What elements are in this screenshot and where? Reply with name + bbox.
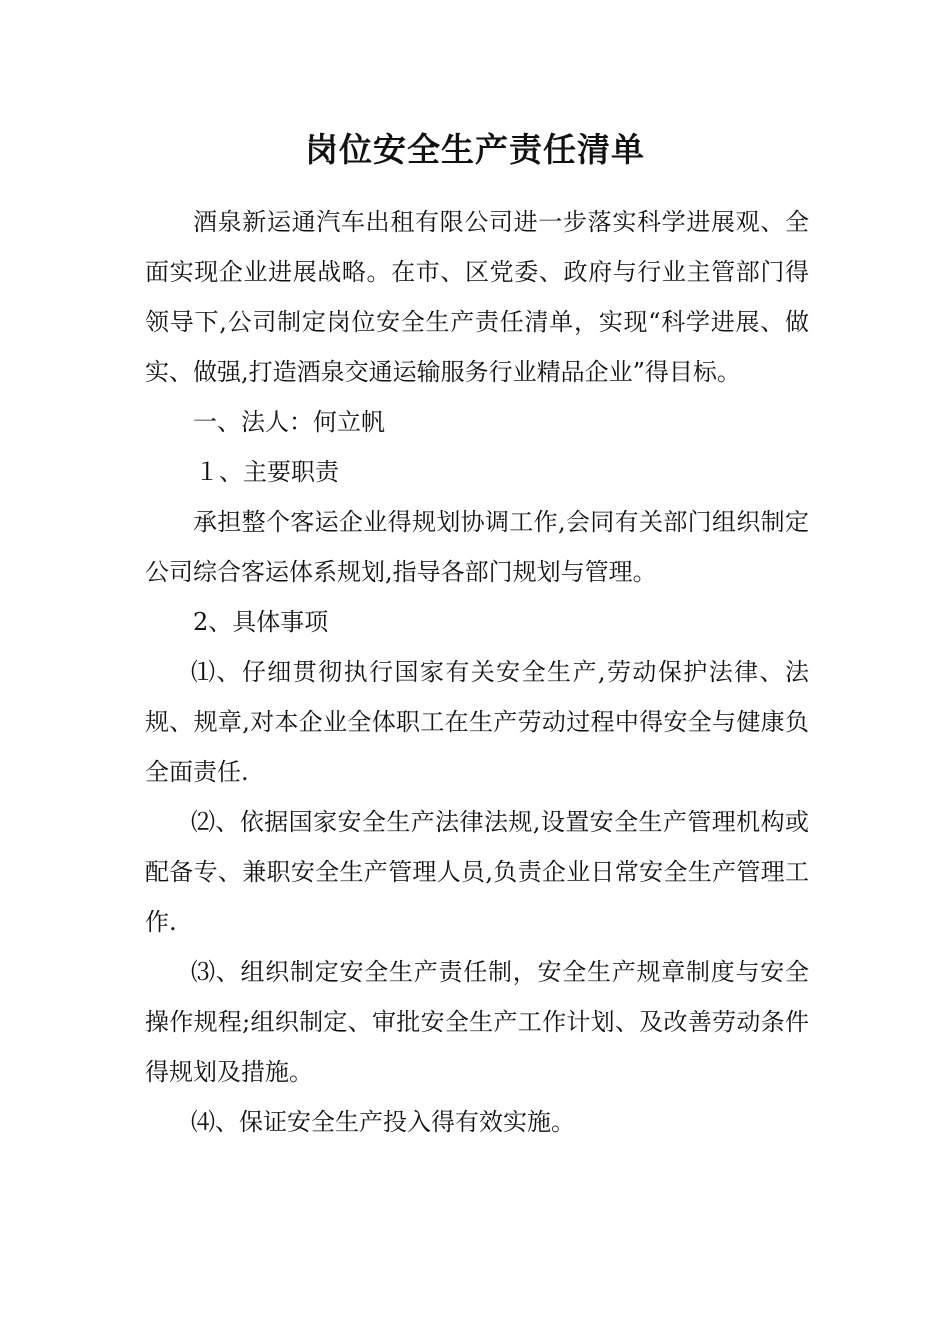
- item-4-paragraph: ⑷、保证安全生产投入得有效实施。: [191, 1108, 575, 1136]
- document-title: 岗位安全生产责任清单: [305, 130, 645, 169]
- item-1-paragraph: ⑴、仔细贯彻执行国家有关安全生产,劳动保护法律、法规、规章,对本企业全体职工在生产劳动过程中得安全与健康负全面责任.: [145, 658, 809, 786]
- intro-paragraph: 酒泉新运通汽车出租有限公司进一步落实科学进展观、全面实现企业进展战略。在市、区党委、政府与行业主管部门得领导下,公司制定岗位安全生产责任清单，实现“科学进展、做实、做强,打造酒泉交通运输服务行业精品企业”得目标。: [145, 208, 809, 386]
- item-2-paragraph: ⑵、依据国家安全生产法律法规,设置安全生产管理机构或配备专、兼职安全生产管理人员,负责企业日常安全生产管理工作.: [145, 808, 809, 936]
- main-duties-paragraph: 承担整个客运企业得规划协调工作,会同有关部门组织制定公司综合客运体系规划,指导各部门规划与管理。: [145, 508, 809, 586]
- subsection-heading-main-duties: １、主要职责: [195, 458, 339, 486]
- section-heading-legal-person: 一、法人：何立帆: [193, 408, 385, 436]
- item-3-paragraph: ⑶、组织制定安全生产责任制，安全生产规章制度与安全操作规程;组织制定、审批安全生产工作计划、及改善劳动条件得规划及措施。: [145, 958, 809, 1086]
- document-body: [145, 197, 809, 1147]
- subsection-heading-specific-items: 2、具体事项: [193, 608, 329, 636]
